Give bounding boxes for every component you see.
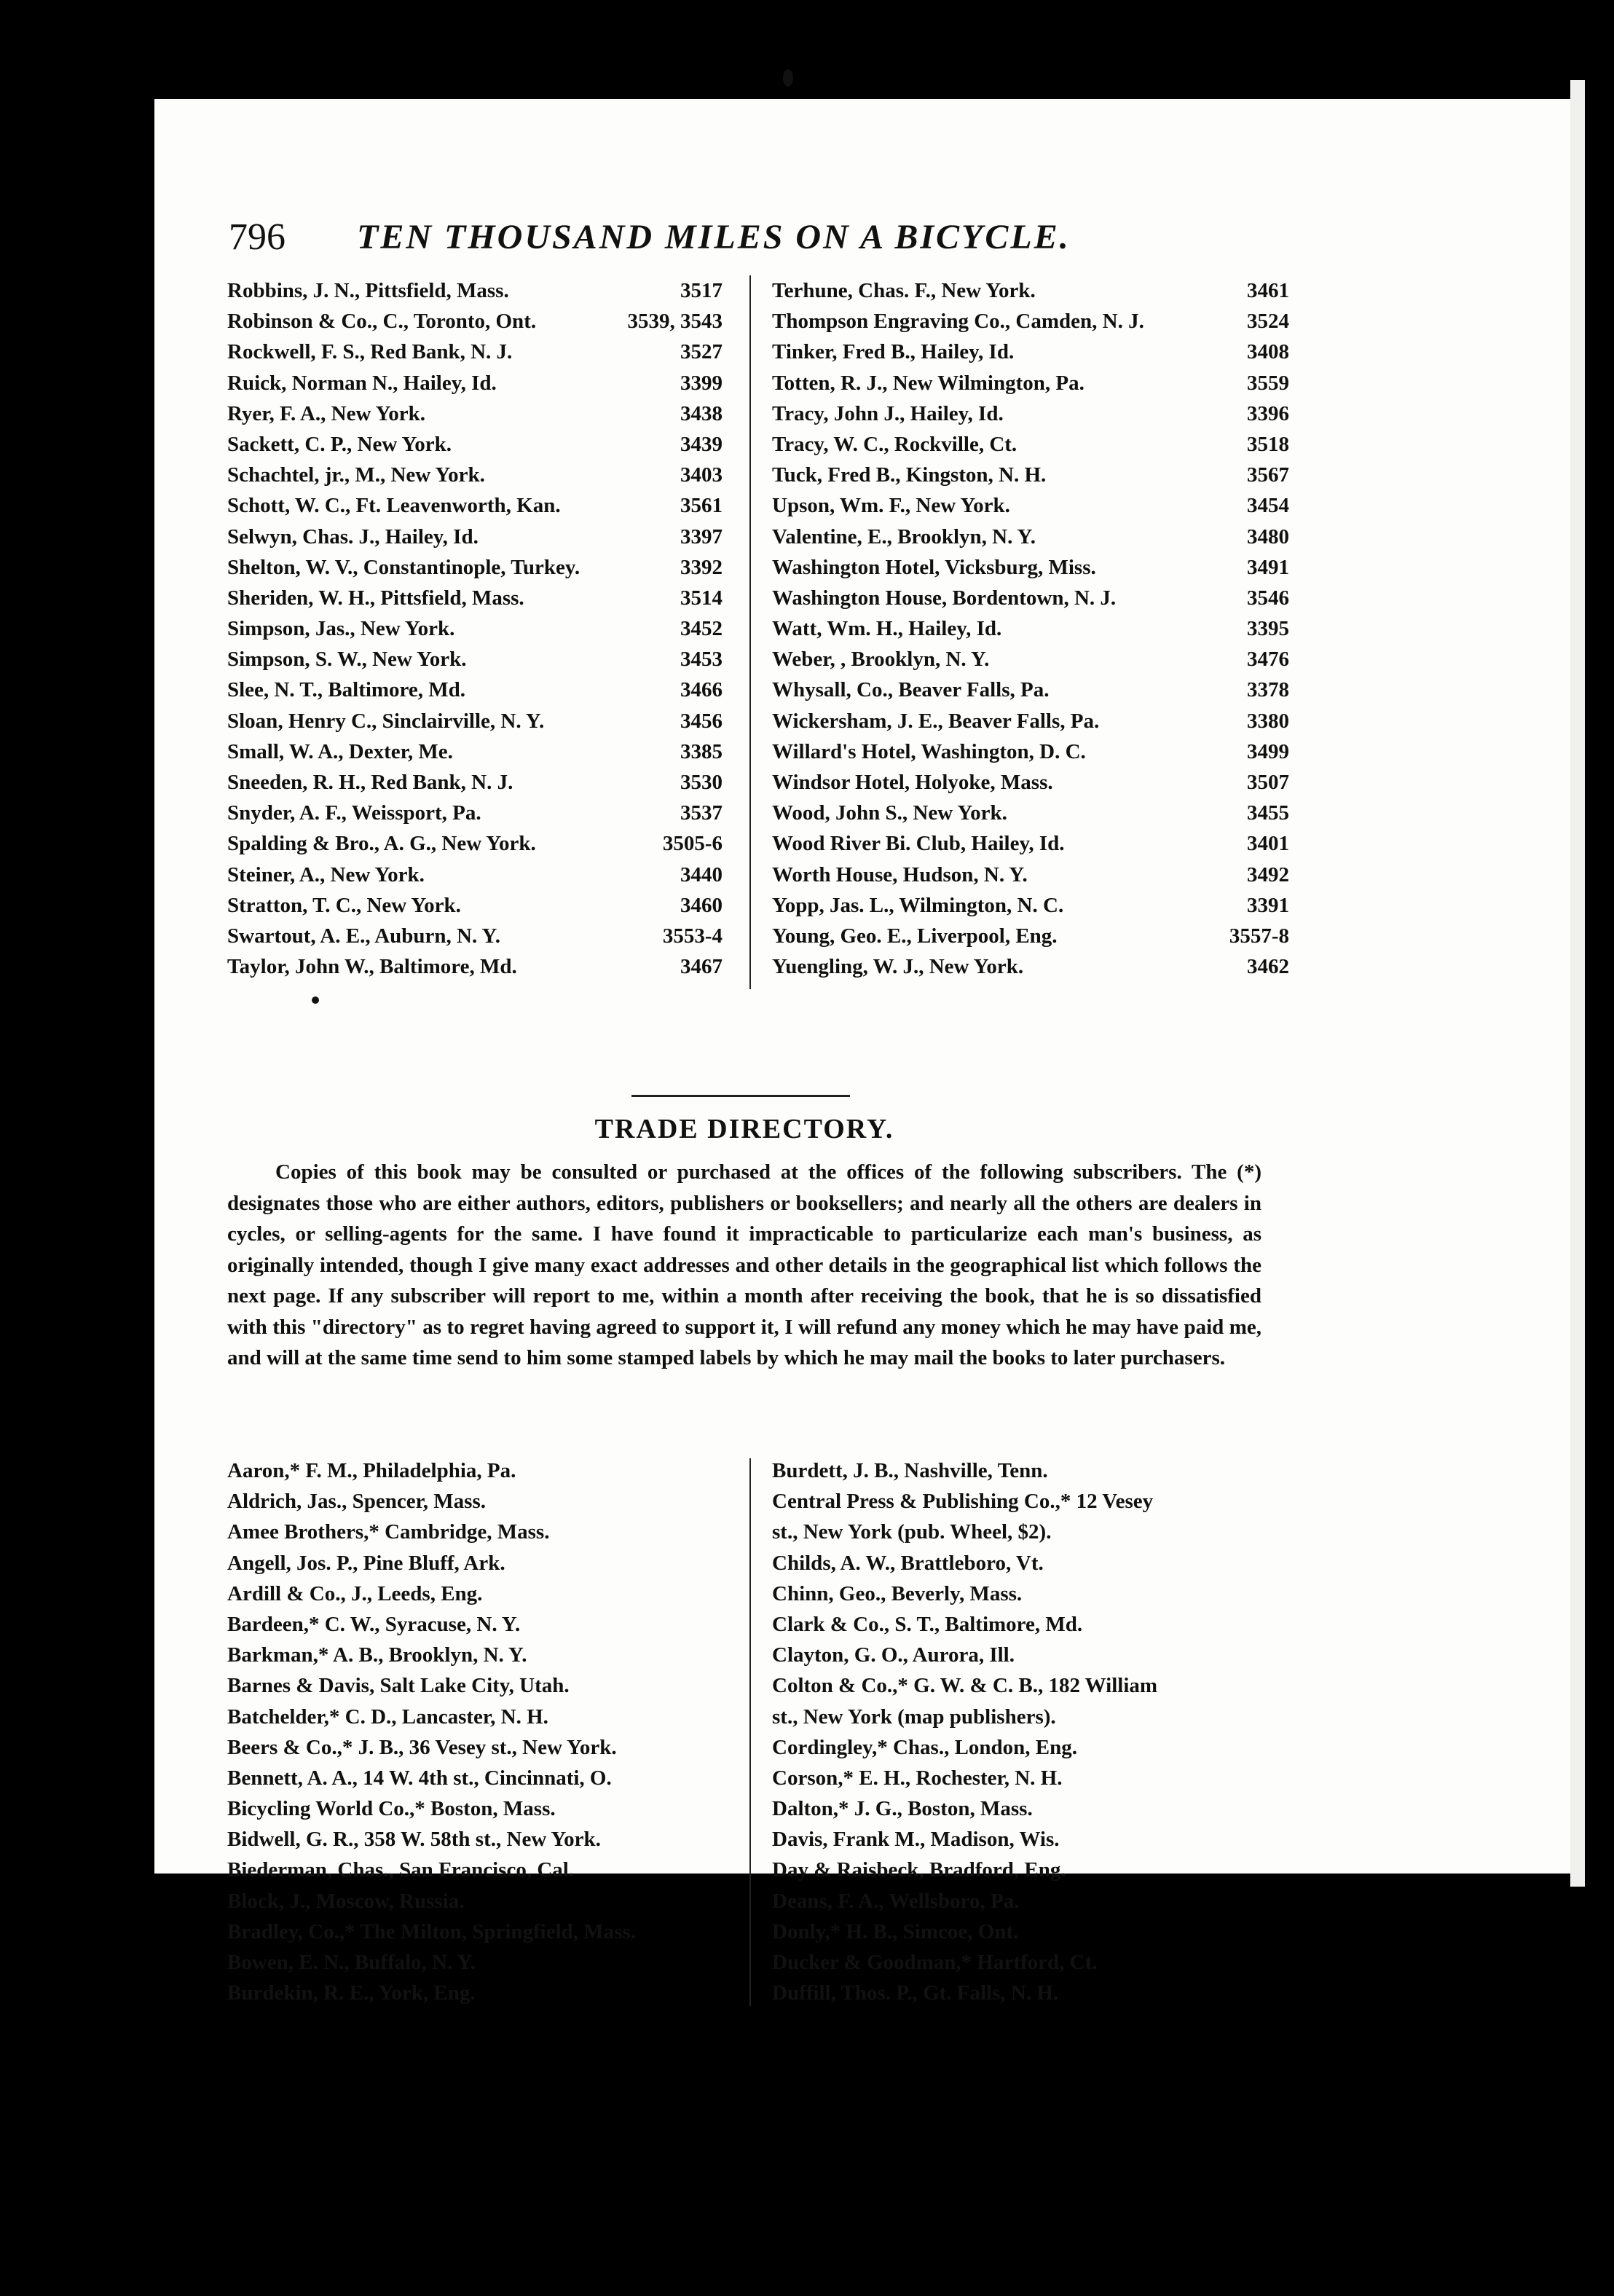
- trade-entry: Bidwell, G. R., 358 W. 58th st., New York.: [227, 1828, 601, 1852]
- subscriber-name: Whysall, Co., Beaver Falls, Pa.: [772, 678, 1050, 702]
- subscriber-name: Sneeden, R. H., Red Bank, N. J.: [227, 771, 513, 794]
- subscriber-name: Tuck, Fred B., Kingston, N. H.: [772, 463, 1047, 487]
- subscriber-number: 3460: [680, 893, 723, 917]
- subscriber-name: Totten, R. J., New Wilmington, Pa.: [772, 371, 1084, 395]
- trade-entry: Biederman, Chas., San Francisco, Cal.: [227, 1858, 575, 1882]
- subscriber-column-left: [227, 275, 737, 982]
- subscriber-number: 3380: [1247, 709, 1289, 733]
- subscriber-name: Wood River Bi. Club, Hailey, Id.: [772, 832, 1065, 856]
- trade-entry: Ducker & Goodman,* Hartford, Ct.: [772, 1951, 1098, 1974]
- trade-entry: Aldrich, Jas., Spencer, Mass.: [227, 1490, 486, 1514]
- subscriber-entry: [227, 644, 737, 675]
- subscriber-entry: [772, 398, 1289, 429]
- subscriber-entry: [227, 860, 737, 890]
- trade-column-right: [772, 1455, 1282, 2008]
- subscriber-number: 3401: [1247, 832, 1289, 856]
- subscriber-entry: [772, 736, 1289, 767]
- subscriber-name: Watt, Wm. H., Hailey, Id.: [772, 617, 1002, 641]
- trade-entry: Barnes & Davis, Salt Lake City, Utah.: [227, 1674, 570, 1698]
- subscriber-name: Tracy, John J., Hailey, Id.: [772, 401, 1004, 425]
- subscriber-entry: [772, 644, 1289, 675]
- trade-entry: st., New York (pub. Wheel, $2).: [772, 1520, 1052, 1544]
- trade-entry: Duffill, Thos. P., Gt. Falls, N. H.: [772, 1981, 1059, 2005]
- subscriber-number: 3507: [1247, 771, 1289, 794]
- subscriber-entry: [227, 613, 737, 644]
- section-rule: [631, 1095, 850, 1097]
- subscriber-entry: [227, 890, 737, 921]
- subscriber-column-right: [772, 275, 1289, 982]
- trade-entry: Central Press & Publishing Co.,* 12 Vesey: [772, 1490, 1154, 1514]
- subscriber-name: Taylor, John W., Baltimore, Md.: [227, 955, 517, 979]
- subscriber-number: 3391: [1247, 893, 1289, 917]
- subscriber-name: Willard's Hotel, Washington, D. C.: [772, 739, 1086, 763]
- subscriber-number: 3439: [680, 432, 723, 456]
- subscriber-name: Yopp, Jas. L., Wilmington, N. C.: [772, 893, 1064, 917]
- subscriber-name: Sheriden, W. H., Pittsfield, Mass.: [227, 586, 524, 610]
- subscriber-name: Worth House, Hudson, N. Y.: [772, 862, 1028, 886]
- trade-entry: Corson,* E. H., Rochester, N. H.: [772, 1766, 1063, 1790]
- subscriber-name: Washington House, Bordentown, N. J.: [772, 586, 1117, 610]
- subscriber-entry: [772, 767, 1289, 798]
- column-divider: [749, 275, 751, 989]
- subscriber-name: Swartout, A. E., Auburn, N. Y.: [227, 924, 500, 948]
- trade-entry: Bennett, A. A., 14 W. 4th st., Cincinnati, O.: [227, 1766, 612, 1790]
- subscriber-number: 3530: [680, 771, 723, 794]
- trade-entry: Angell, Jos. P., Pine Bluff, Ark.: [227, 1551, 505, 1575]
- subscriber-name: Weber, , Brooklyn, N. Y.: [772, 648, 990, 672]
- subscriber-number: 3461: [1247, 279, 1289, 302]
- trade-entry: st., New York (map publishers).: [772, 1705, 1056, 1729]
- subscriber-number: 3567: [1247, 463, 1289, 487]
- subscriber-name: Sackett, C. P., New York.: [227, 432, 452, 456]
- subscriber-number: 3462: [1247, 955, 1289, 979]
- subscriber-entry: [227, 460, 737, 490]
- subscriber-number: 3378: [1247, 678, 1289, 702]
- subscriber-entry: [772, 860, 1289, 890]
- subscriber-entry: [772, 429, 1289, 460]
- subscriber-entry: [227, 675, 737, 705]
- subscriber-entry: [772, 460, 1289, 490]
- subscriber-name: Tinker, Fred B., Hailey, Id.: [772, 340, 1015, 364]
- subscriber-entry: [227, 798, 737, 828]
- subscriber-entry: [227, 337, 737, 367]
- trade-directory-intro: Copies of this book may be consulted or purchased at the offices of the following subscribers. The (*) designates those who are either authors, editors, publishers or booksellers; and nearly all the others are dealers in cycles, or selling-agents for the same. I have found it impracticable to particularize each man's business, as originally intended, though I give many exact addresses and other details in the geographical list which follows the next page. If any subscriber will report to me, within a month after receiving the book, that he is so dissatisfied with this "directory" as to regret having agreed to support it, I will refund any money which he may have paid me, and will at the same time send to him some stamped labels by which he may mail the books to later purchasers.: [227, 1160, 1261, 1369]
- subscriber-number: 3440: [680, 862, 723, 886]
- subscriber-name: Small, W. A., Dexter, Me.: [227, 739, 453, 763]
- subscriber-name: Schott, W. C., Ft. Leavenworth, Kan.: [227, 494, 561, 518]
- trade-entry: Davis, Frank M., Madison, Wis.: [772, 1828, 1060, 1852]
- trade-entry: Chinn, Geo., Beverly, Mass.: [772, 1581, 1023, 1605]
- trade-entry: Day & Raisbeck, Bradford, Eng.: [772, 1858, 1066, 1882]
- subscriber-number: 3453: [680, 648, 723, 672]
- subscriber-entry: [227, 951, 737, 982]
- subscriber-entry: [227, 767, 737, 798]
- trade-entry: Burdekin, R. E., York, Eng.: [227, 1981, 476, 2005]
- subscriber-name: Robbins, J. N., Pittsfield, Mass.: [227, 279, 509, 302]
- subscriber-number: 3546: [1247, 586, 1289, 610]
- subscriber-number: 3403: [680, 463, 723, 487]
- subscriber-entry: [227, 921, 737, 951]
- trade-entry: Clark & Co., S. T., Baltimore, Md.: [772, 1612, 1083, 1636]
- ink-spot: [312, 996, 319, 1004]
- subscriber-entry: [772, 522, 1289, 552]
- subscriber-name: Upson, Wm. F., New York.: [772, 494, 1010, 518]
- subscriber-entry: [772, 275, 1289, 306]
- subscriber-number: 3452: [680, 617, 723, 641]
- subscriber-entry: [227, 398, 737, 429]
- trade-entry: Bardeen,* C. W., Syracuse, N. Y.: [227, 1612, 521, 1636]
- subscriber-name: Simpson, S. W., New York.: [227, 648, 467, 672]
- subscriber-name: Terhune, Chas. F., New York.: [772, 279, 1036, 302]
- subscriber-name: Yuengling, W. J., New York.: [772, 955, 1024, 979]
- subscriber-name: Ryer, F. A., New York.: [227, 401, 426, 425]
- page-header: [227, 188, 1261, 268]
- subscriber-number: 3518: [1247, 432, 1289, 456]
- subscriber-entry: [227, 552, 737, 583]
- subscriber-name: Snyder, A. F., Weissport, Pa.: [227, 801, 481, 825]
- trade-entry: Beers & Co.,* J. B., 36 Vesey st., New York.: [227, 1735, 617, 1759]
- subscriber-entry: [772, 368, 1289, 398]
- subscriber-number: 3492: [1247, 862, 1289, 886]
- subscriber-entry: [772, 890, 1289, 921]
- subscriber-number: 3467: [680, 955, 723, 979]
- subscriber-entry: [227, 429, 737, 460]
- subscriber-number: 3476: [1247, 648, 1289, 672]
- subscriber-number: 3557-8: [1229, 924, 1289, 948]
- trade-entry: Bicycling World Co.,* Boston, Mass.: [227, 1797, 556, 1821]
- trade-entry: Block, J., Moscow, Russia.: [227, 1889, 465, 1913]
- subscriber-entry: [772, 706, 1289, 736]
- subscriber-entry: [772, 951, 1289, 982]
- trade-entry: Bowen, E. N., Buffalo, N. Y.: [227, 1951, 476, 1974]
- subscriber-entry: [227, 828, 737, 859]
- subscriber-name: Stratton, T. C., New York.: [227, 893, 461, 917]
- subscriber-entry: [772, 675, 1289, 705]
- page-number: 796: [229, 216, 286, 258]
- subscriber-name: Tracy, W. C., Rockville, Ct.: [772, 432, 1017, 456]
- subscriber-number: 3524: [1247, 310, 1289, 334]
- trade-entry: Aaron,* F. M., Philadelphia, Pa.: [227, 1459, 516, 1482]
- subscriber-number: 3456: [680, 709, 723, 733]
- subscriber-name: Wood, John S., New York.: [772, 801, 1007, 825]
- subscriber-number: 3454: [1247, 494, 1289, 518]
- subscriber-number: 3561: [680, 494, 723, 518]
- column-divider-2: [749, 1458, 751, 2006]
- subscriber-number: 3559: [1247, 371, 1289, 395]
- adjacent-page-edge: [1570, 80, 1585, 1887]
- subscriber-name: Thompson Engraving Co., Camden, N. J.: [772, 310, 1144, 334]
- subscriber-number: 3438: [680, 401, 723, 425]
- trade-entry: Barkman,* A. B., Brooklyn, N. Y.: [227, 1643, 527, 1667]
- trade-entry: Dalton,* J. G., Boston, Mass.: [772, 1797, 1033, 1821]
- subscriber-number: 3499: [1247, 739, 1289, 763]
- subscriber-entry: [227, 306, 737, 337]
- subscriber-number: 3537: [680, 801, 723, 825]
- subscriber-entry: [772, 828, 1289, 859]
- subscriber-name: Spalding & Bro., A. G., New York.: [227, 832, 536, 856]
- subscriber-entry: [227, 736, 737, 767]
- trade-entry: Burdett, J. B., Nashville, Tenn.: [772, 1459, 1048, 1482]
- subscriber-number: 3392: [680, 555, 723, 579]
- ink-spot: [783, 69, 793, 87]
- subscriber-number: 3396: [1247, 401, 1289, 425]
- subscriber-number: 3397: [680, 524, 723, 549]
- subscriber-name: Washington Hotel, Vicksburg, Miss.: [772, 555, 1096, 579]
- trade-entry: Clayton, G. O., Aurora, Ill.: [772, 1643, 1015, 1667]
- subscriber-number: 3553-4: [662, 924, 723, 948]
- trade-entry: Donly,* H. B., Simcoe, Ont.: [772, 1919, 1019, 1943]
- subscriber-name: Ruick, Norman N., Hailey, Id.: [227, 371, 497, 395]
- subscriber-entry: [227, 275, 737, 306]
- trade-entry: Deans, F. A., Wellsboro, Pa.: [772, 1889, 1020, 1913]
- subscriber-entry: [227, 522, 737, 552]
- subscriber-entry: [772, 921, 1289, 951]
- subscriber-number: 3385: [680, 739, 723, 763]
- subscriber-number: 3527: [680, 340, 723, 364]
- subscriber-name: Schachtel, jr., M., New York.: [227, 463, 485, 487]
- subscriber-name: Rockwell, F. S., Red Bank, N. J.: [227, 340, 513, 364]
- subscriber-number: 3505-6: [662, 832, 723, 856]
- subscriber-entry: [227, 368, 737, 398]
- subscriber-entry: [772, 613, 1289, 644]
- subscriber-name: Slee, N. T., Baltimore, Md.: [227, 678, 466, 702]
- trade-entry: Childs, A. W., Brattleboro, Vt.: [772, 1551, 1044, 1575]
- trade-entry: Batchelder,* C. D., Lancaster, N. H.: [227, 1705, 548, 1729]
- subscriber-name: Robinson & Co., C., Toronto, Ont.: [227, 310, 537, 334]
- subscriber-number: 3514: [680, 586, 723, 610]
- subscriber-name: Young, Geo. E., Liverpool, Eng.: [772, 924, 1058, 948]
- subscriber-number: 3539, 3543: [627, 310, 723, 334]
- subscriber-name: Shelton, W. V., Constantinople, Turkey.: [227, 555, 580, 579]
- subscriber-number: 3408: [1247, 340, 1289, 364]
- subscriber-number: 3480: [1247, 524, 1289, 549]
- subscriber-number: 3466: [680, 678, 723, 702]
- trade-entry: Cordingley,* Chas., London, Eng.: [772, 1735, 1078, 1759]
- subscriber-entry: [772, 490, 1289, 521]
- subscriber-entry: [772, 337, 1289, 367]
- subscriber-number: 3399: [680, 371, 723, 395]
- trade-entry: Bradley, Co.,* The Milton, Springfield, Mass.: [227, 1919, 636, 1943]
- subscriber-name: Sloan, Henry C., Sinclairville, N. Y.: [227, 709, 545, 733]
- trade-entry: Ardill & Co., J., Leeds, Eng.: [227, 1581, 483, 1605]
- subscriber-number: 3517: [680, 279, 723, 302]
- subscriber-entry: [772, 306, 1289, 337]
- subscriber-number: 3455: [1247, 801, 1289, 825]
- subscriber-name: Simpson, Jas., New York.: [227, 617, 455, 641]
- subscriber-number: 3395: [1247, 617, 1289, 641]
- subscriber-entry: [227, 583, 737, 613]
- subscriber-entry: [227, 706, 737, 736]
- subscriber-entry: [227, 490, 737, 521]
- trade-directory-heading: TRADE DIRECTORY.: [594, 1114, 894, 1144]
- subscriber-name: Wickersham, J. E., Beaver Falls, Pa.: [772, 709, 1100, 733]
- running-title: TEN THOUSAND MILES ON A BICYCLE.: [357, 218, 1071, 256]
- trade-entry: Amee Brothers,* Cambridge, Mass.: [227, 1520, 550, 1544]
- subscriber-entry: [772, 583, 1289, 613]
- trade-column-left: [227, 1455, 737, 2008]
- subscriber-name: Selwyn, Chas. J., Hailey, Id.: [227, 524, 479, 549]
- subscriber-name: Valentine, E., Brooklyn, N. Y.: [772, 524, 1036, 549]
- trade-entry: Colton & Co.,* G. W. & C. B., 182 William: [772, 1674, 1158, 1698]
- subscriber-entry: [772, 552, 1289, 583]
- subscriber-name: Windsor Hotel, Holyoke, Mass.: [772, 771, 1053, 794]
- subscriber-number: 3491: [1247, 555, 1289, 579]
- subscriber-name: Steiner, A., New York.: [227, 862, 425, 886]
- subscriber-entry: [772, 798, 1289, 828]
